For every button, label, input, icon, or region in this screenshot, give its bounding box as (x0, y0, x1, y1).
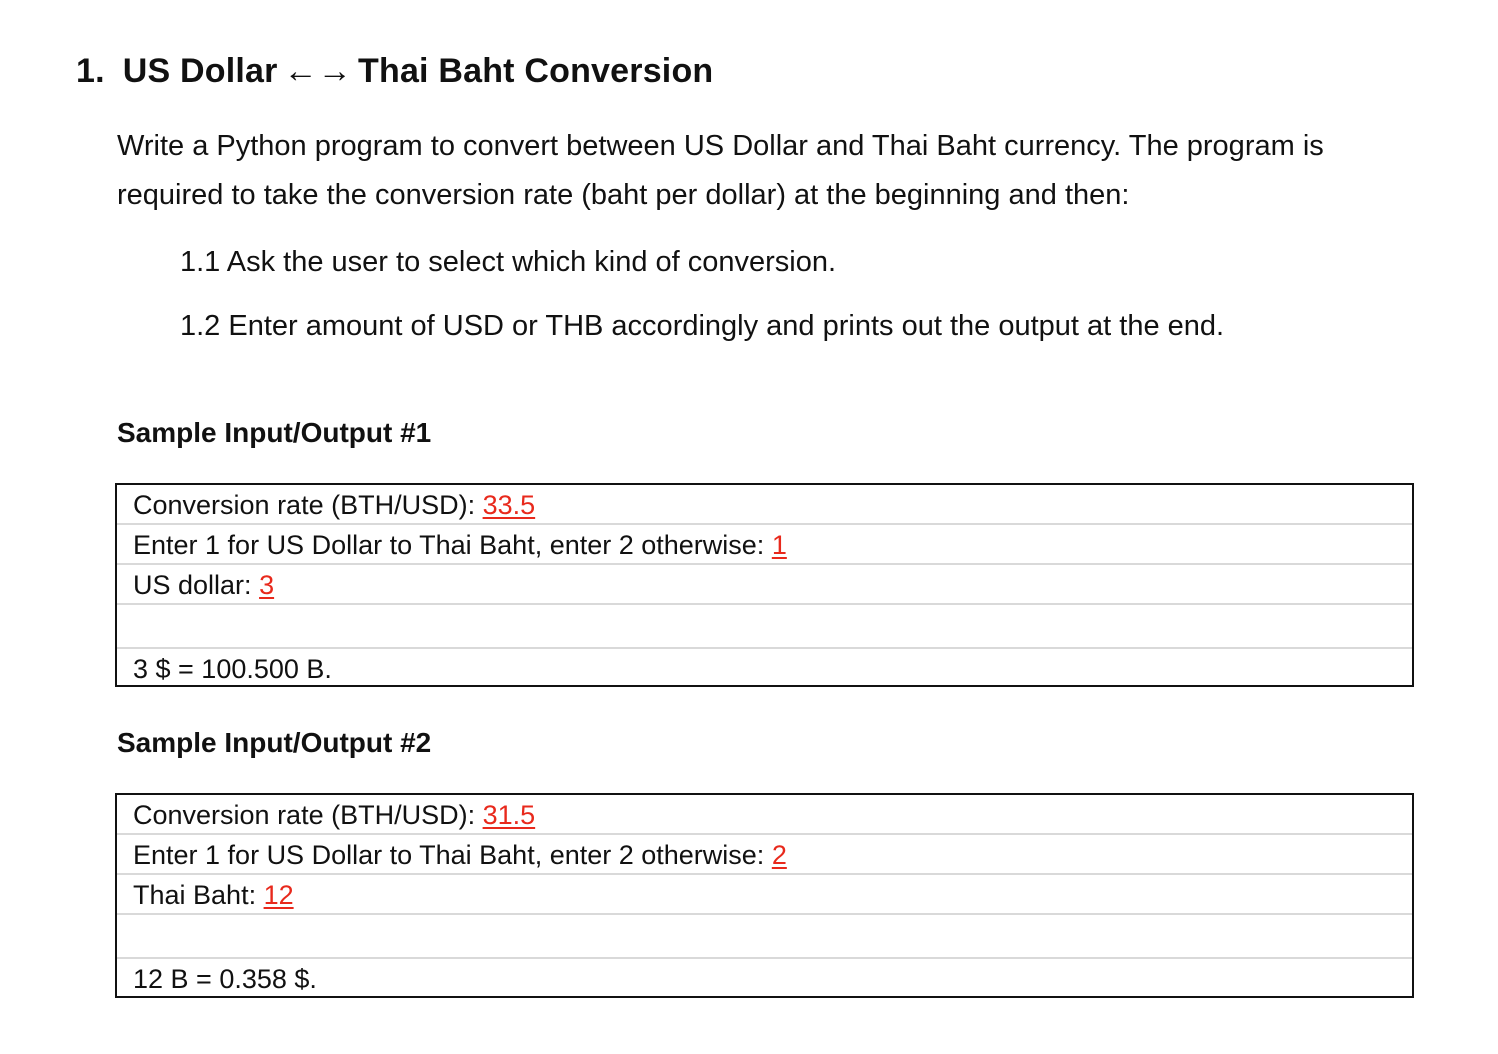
io-row (117, 875, 1412, 915)
io-user-input: 31.5 (482, 800, 536, 830)
io-output-row (117, 959, 1412, 999)
io-prompt: Thai Baht: (133, 880, 264, 910)
io-user-input: 2 (771, 840, 787, 870)
io-row (117, 525, 1412, 565)
io-prompt: US dollar: (133, 570, 260, 600)
step-1-2: 1.2 Enter amount of USD or THB accordingly and prints out the output at the end. (180, 310, 1225, 342)
io-user-input: 12 (263, 880, 294, 910)
intro-paragraph: Write a Python program to convert between US Dollar and Thai Baht currency. The program is required to take the conversion rate (baht per dollar) at the beginning and then: (117, 130, 1324, 211)
io-user-input: 33.5 (482, 490, 536, 520)
io-prompt: Enter 1 for US Dollar to Thai Baht, enter 2 otherwise: (133, 530, 772, 560)
io-user-input: 1 (771, 530, 787, 560)
io-blank-row (117, 915, 1412, 959)
io-output-row (117, 649, 1412, 689)
io-prompt: Conversion rate (BTH/USD): (133, 490, 483, 520)
io-row (117, 485, 1412, 525)
io-row (117, 565, 1412, 605)
section-number: 1. (76, 52, 105, 90)
io-blank-row (117, 605, 1412, 649)
io-output: 3 $ = 100.500 B. (133, 654, 332, 684)
heading-right-text: Thai Baht Conversion (358, 52, 714, 90)
io-prompt: Conversion rate (BTH/USD): (133, 800, 483, 830)
sample-1-box (115, 483, 1414, 687)
io-prompt: Enter 1 for US Dollar to Thai Baht, enter 2 otherwise: (133, 840, 772, 870)
sample-1-title: Sample Input/Output #1 (117, 417, 432, 448)
io-row (117, 795, 1412, 835)
io-user-input: 3 (259, 570, 275, 600)
bidirectional-arrow-icon: ←→ (283, 52, 353, 90)
sample-2-box (115, 793, 1414, 998)
io-row (117, 835, 1412, 875)
heading-left-text: US Dollar (122, 52, 278, 90)
io-output: 12 B = 0.358 $. (133, 964, 317, 994)
sample-2-title: Sample Input/Output #2 (117, 727, 432, 758)
section-heading (76, 52, 713, 91)
step-1-1: 1.1 Ask the user to select which kind of conversion. (180, 246, 837, 278)
